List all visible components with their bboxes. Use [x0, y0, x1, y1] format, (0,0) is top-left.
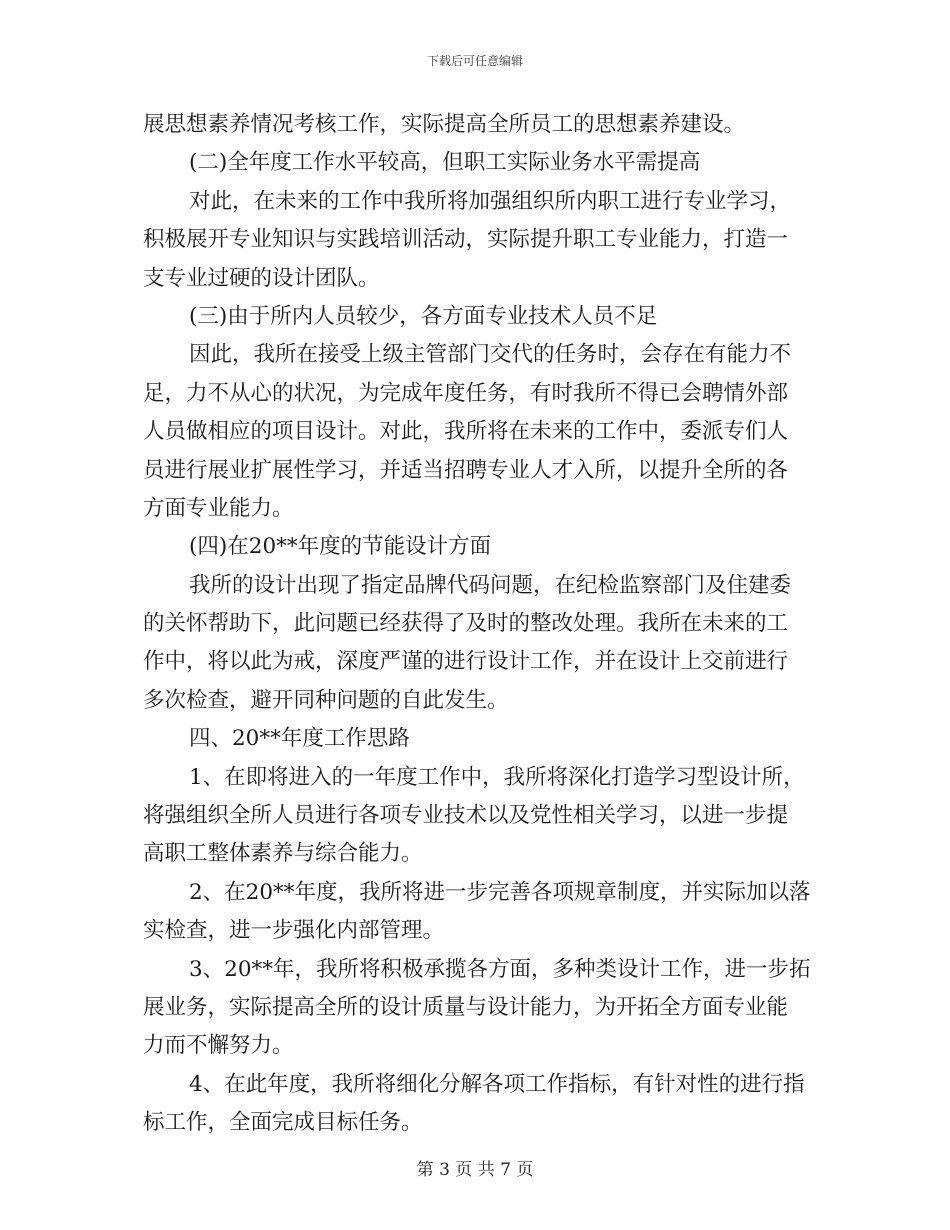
text-line: (三)由于所内人员较少，各方面专业技术人员不足: [189, 303, 658, 329]
page-footer: 第 3 页 共 7 页: [416, 1160, 534, 1180]
text-line: 实检查，进一步强化内部管理。: [143, 918, 445, 944]
text-line: 因此，我所在接受上级主管部门交代的任务时，会存在有能力不: [189, 342, 792, 368]
text-line: 的关怀帮助下，此问题已经获得了及时的整改处理。我所在未来的工: [143, 611, 789, 637]
text-line: 支专业过硬的设计团队。: [143, 265, 380, 291]
text-line: 我所的设计出现了指定品牌代码问题，在纪检监察部门及住建委: [189, 572, 792, 598]
page-header: 下载后可任意编辑: [426, 54, 523, 68]
text-line: 对此，在未来的工作中我所将加强组织所内职工进行专业学习，: [189, 188, 792, 214]
text-line: 展思想素养情况考核工作，实际提高全所员工的思想素养建设。: [143, 112, 746, 137]
text-line: 高职工整体素养与综合能力。: [143, 841, 423, 867]
document-body: [143, 106, 811, 1143]
text-line: 多次检查，避开同种问题的自此发生。: [143, 687, 509, 713]
text-line: 方面专业能力。: [143, 495, 294, 521]
text-line: 将强组织全所人员进行各项专业技术以及党性相关学习，以进一步提: [143, 803, 789, 829]
text-line: 2、在20**年度，我所将进一步完善各项规章制度，并实际加以落: [189, 879, 811, 905]
text-line: 足，力不从心的状况，为完成年度任务，有时我所不得已会聘情外部: [143, 380, 789, 406]
text-line: 3、20**年，我所将积极承揽各方面，多种类设计工作，进一步拓: [189, 956, 811, 982]
text-line: 展业务，实际提高全所的设计质量与设计能力，为开拓全方面专业能: [143, 994, 789, 1020]
text-line: 四、20**年度工作思路: [189, 726, 410, 752]
text-line: 标工作，全面完成目标任务。: [143, 1110, 423, 1136]
text-line: 4、在此年度，我所将细化分解各项工作指标，有针对性的进行指: [189, 1071, 805, 1097]
text-line: 积极展开专业知识与实践培训活动，实际提升职工专业能力，打造一: [143, 227, 789, 253]
text-line: (四)在20**年度的节能设计方面: [189, 534, 492, 560]
text-line: 人员做相应的项目设计。对此，我所将在未来的工作中，委派专们人: [143, 419, 789, 445]
text-line: 作中，将以此为戒，深度严谨的进行设计工作，并在设计上交前进行: [143, 649, 789, 675]
text-line: 员进行展业扩展性学习，并适当招聘专业人才入所，以提升全所的各: [143, 457, 789, 483]
text-line: 1、在即将进入的一年度工作中，我所将深化打造学习型设计所，: [189, 764, 805, 790]
text-line: 力而不懈努力。: [143, 1033, 294, 1059]
text-line: (二)全年度工作水平较高，但职工实际业务水平需提高: [189, 150, 701, 176]
